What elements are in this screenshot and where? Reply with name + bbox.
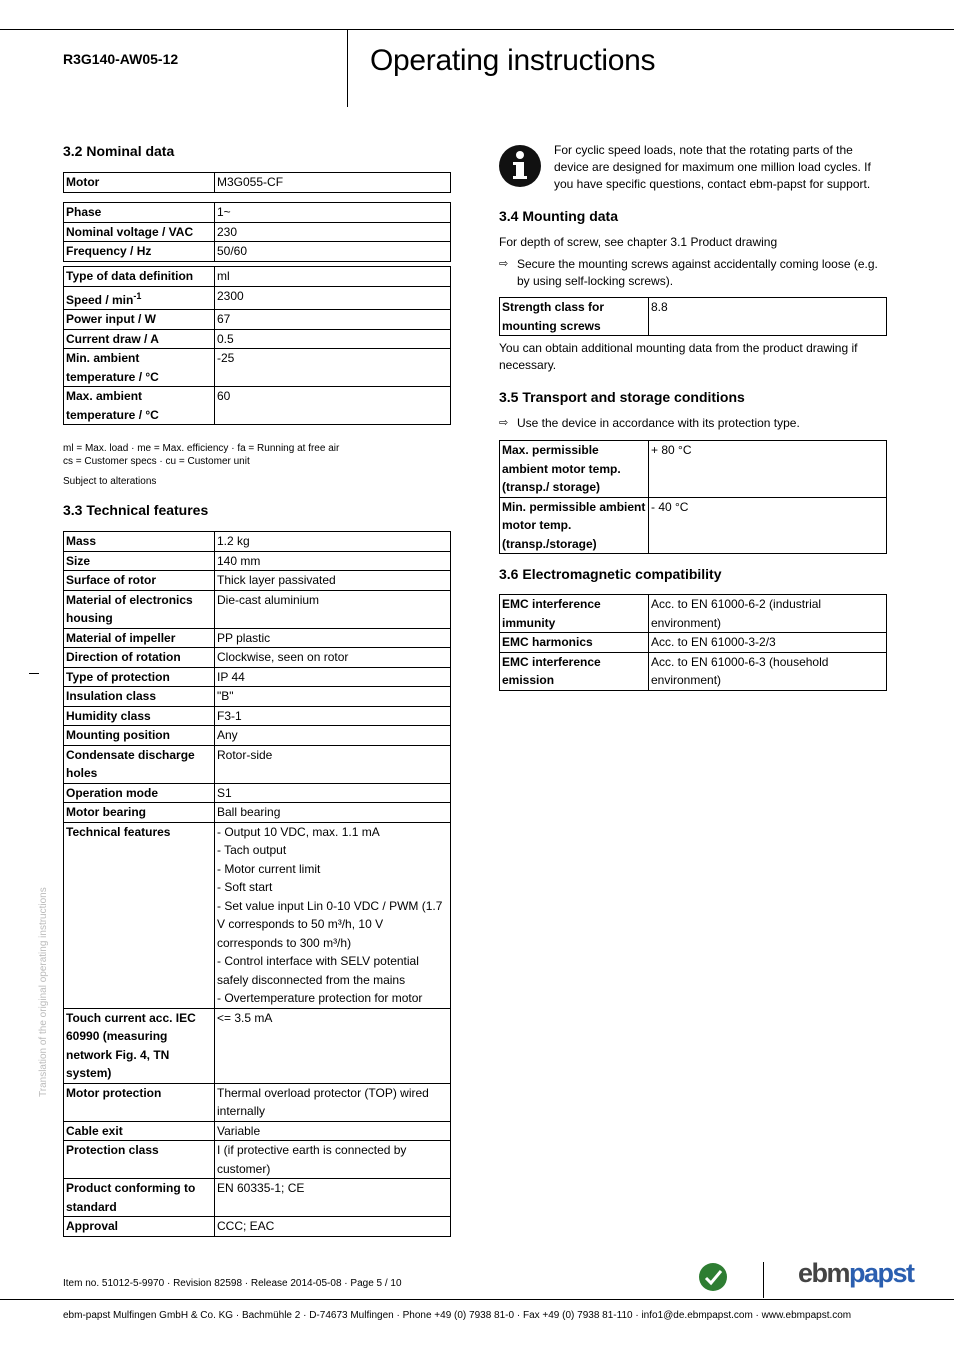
logo-divider: [763, 1262, 764, 1298]
row-label: [64, 648, 215, 668]
electrical-table: [63, 202, 451, 262]
row-value: - 40 °C: [649, 497, 887, 554]
table-row: [64, 203, 451, 223]
row-label-text: Type of protection: [66, 669, 170, 684]
row-label: [500, 595, 649, 633]
performance-table: [63, 266, 451, 425]
table-row: [64, 222, 451, 242]
section-heading-emc: 3.6 Electromagnetic compatibility: [499, 566, 722, 582]
row-value: M3G055-CF: [215, 173, 451, 193]
mounting-bullet: [499, 256, 887, 290]
row-label-text: Motor protection: [66, 1085, 162, 1100]
row-label-text: Surface of rotor: [66, 573, 157, 587]
transport-bullet-text: Use the device in accordance with its protection type.: [517, 416, 800, 430]
section-heading-nominal: 3.2 Nominal data: [63, 143, 175, 159]
row-value: ml: [215, 267, 451, 287]
mounting-after-text: You can obtain additional mounting data from the product drawing if necessary.: [499, 341, 858, 372]
transport-bullet: [499, 415, 887, 432]
row-label-text: Min. ambient temperature / °C: [66, 351, 159, 384]
row-label: [64, 329, 215, 349]
info-icon: [498, 144, 542, 188]
row-value: Clockwise, seen on rotor: [215, 648, 451, 668]
row-label: [64, 242, 215, 262]
row-label: [64, 203, 215, 223]
row-value: 8.8: [649, 298, 887, 336]
row-value: 140 mm: [215, 551, 451, 571]
table-row: [64, 783, 451, 803]
legend-note-1: ml = Max. load · me = Max. efficiency · fa = Running at free air: [63, 443, 340, 454]
row-value: 1.2 kg: [215, 532, 451, 552]
row-label-text: Touch current acc. IEC 60990 (measuring network Fig. 4, TN system): [66, 1010, 196, 1080]
document-title: Operating instructions: [370, 44, 656, 77]
table-row: [64, 706, 451, 726]
fold-mark: [29, 673, 39, 674]
motor-table: [63, 172, 451, 193]
transport-table: [499, 440, 887, 554]
row-label: [500, 652, 649, 690]
row-value: 0.5: [215, 329, 451, 349]
row-value: Die-cast aluminium: [215, 590, 451, 628]
row-value: Thermal overload protector (TOP) wired internally: [215, 1083, 451, 1121]
row-value: Ball bearing: [215, 803, 451, 823]
row-value: Acc. to EN 61000-6-2 (industrial environment): [649, 595, 887, 633]
alterations-note: Subject to alterations: [63, 476, 157, 487]
table-row: [64, 667, 451, 687]
arrow-icon: ⇨: [499, 417, 509, 429]
model-number: R3G140-AW05-12: [63, 51, 179, 67]
table-row: [64, 387, 451, 425]
row-label-text: Cable exit: [66, 1123, 123, 1138]
table-row: [500, 497, 887, 554]
row-label: [64, 706, 215, 726]
mounting-intro: For depth of screw, see chapter 3.1 Product drawing: [499, 235, 778, 249]
row-label: [500, 633, 649, 653]
table-row: [64, 1141, 451, 1179]
row-label: [64, 1217, 215, 1237]
row-label: [64, 590, 215, 628]
table-row: [500, 441, 887, 498]
table-row: [64, 310, 451, 330]
table-row: [64, 1217, 451, 1237]
row-value: <= 3.5 mA: [215, 1008, 451, 1083]
table-row: [500, 652, 887, 690]
row-value: EN 60335-1; CE: [215, 1179, 451, 1217]
table-row: [64, 745, 451, 783]
section-heading-transport: 3.5 Transport and storage conditions: [499, 389, 745, 405]
row-label: [64, 628, 215, 648]
row-value: Any: [215, 726, 451, 746]
table-row: [64, 726, 451, 746]
table-row: [64, 267, 451, 287]
table-row: [64, 1083, 451, 1121]
footer-address: ebm-papst Mulfingen GmbH & Co. KG · Bachmühle 2 · D-74673 Mulfingen · Phone +49 (0) 7938 81-0 · Fax +49 (0) 7938 81-110 · info1@de.ebmpapst.com · www.ebmpapst.com: [63, 1310, 852, 1321]
table-row: [64, 1179, 451, 1217]
mounting-table: [499, 297, 887, 336]
row-label-text: Material of electronics housing: [66, 592, 193, 625]
row-value: CCC; EAC: [215, 1217, 451, 1237]
row-label-text: Min. permissible ambient motor temp. (transp./storage): [502, 499, 646, 551]
arrow-icon: ⇨: [499, 258, 509, 270]
row-label-text: Mass: [66, 534, 97, 548]
table-row: [64, 822, 451, 1008]
row-label: [64, 571, 215, 591]
row-label: [64, 745, 215, 783]
table-row: [64, 687, 451, 707]
row-value: 1~: [215, 203, 451, 223]
row-value: 67: [215, 310, 451, 330]
logo-part-ebm: ebm: [798, 1258, 850, 1288]
row-label: [64, 551, 215, 571]
row-label-text: Mounting position: [66, 728, 170, 742]
table-row: [500, 633, 887, 653]
row-value: - Output 10 VDC, max. 1.1 mA - Tach output - Motor current limit - Soft start - Set value input Lin 0-10 VDC / PWM (1.7 V corresponds to 50 m³/h, 10 V corresponds to 300 m³/h) - Control interface with SELV potential safely disconnected from the mains - Overtemperature protection for motor: [215, 822, 451, 1008]
table-row: [500, 595, 887, 633]
row-label-text: Max. ambient temperature / °C: [66, 389, 159, 422]
row-label-text: Speed / min: [66, 292, 134, 307]
table-row: [64, 286, 451, 310]
row-value: "B": [215, 687, 451, 707]
row-value: Acc. to EN 61000-3-2/3: [649, 633, 887, 653]
row-value: 60: [215, 387, 451, 425]
row-label: [64, 349, 215, 387]
row-label: [64, 173, 215, 193]
row-label: [500, 497, 649, 554]
row-label-text: Operation mode: [66, 785, 159, 800]
table-row: [64, 571, 451, 591]
row-label-text: Protection class: [66, 1143, 159, 1157]
row-label-text: Motor bearing: [66, 805, 146, 819]
table-row: [64, 349, 451, 387]
row-label: [64, 803, 215, 823]
section-heading-mounting: 3.4 Mounting data: [499, 208, 618, 224]
table-row: [64, 551, 451, 571]
row-label-text: Technical features: [66, 824, 171, 839]
row-label: [64, 1141, 215, 1179]
row-label-text: Condensate discharge holes: [66, 747, 195, 780]
row-value: 2300: [215, 286, 451, 310]
unit-exponent: -1: [133, 290, 142, 301]
row-value: Thick layer passivated: [215, 571, 451, 591]
table-row: [500, 298, 887, 336]
row-label-text: Type of data definition: [66, 269, 194, 283]
row-label-text: Size: [66, 553, 91, 568]
row-label: [64, 286, 215, 310]
row-label-text: Humidity class: [66, 708, 151, 723]
row-label-text: Frequency / Hz: [66, 244, 152, 258]
table-row: [64, 1121, 451, 1141]
table-row: [64, 173, 451, 193]
row-label-text: Insulation class: [66, 689, 157, 703]
translation-note: Translation of the original operating instructions: [38, 887, 49, 1097]
row-label-text: EMC interference immunity: [502, 597, 601, 630]
row-label: [64, 267, 215, 287]
row-label: [500, 441, 649, 498]
row-label: [64, 1179, 215, 1217]
row-value: IP 44: [215, 667, 451, 687]
table-row: [64, 628, 451, 648]
row-value: 50/60: [215, 242, 451, 262]
row-label: [64, 310, 215, 330]
row-label-text: Product conforming to standard: [66, 1181, 196, 1214]
row-label: [64, 1121, 215, 1141]
row-label-text: Direction of rotation: [66, 650, 181, 664]
row-label: [64, 783, 215, 803]
row-value: Acc. to EN 61000-6-3 (household environment): [649, 652, 887, 690]
table-row: [64, 803, 451, 823]
row-label: [64, 532, 215, 552]
ebmpapst-logo: [798, 1258, 914, 1289]
row-value: F3-1: [215, 706, 451, 726]
row-label-text: EMC interference emission: [502, 654, 601, 687]
info-text: For cyclic speed loads, note that the rotating parts of the device are designed for maximum one million load cycles. If you have specific questions, contact ebm-papst for support.: [554, 143, 871, 191]
row-label: [64, 726, 215, 746]
row-value: PP plastic: [215, 628, 451, 648]
row-label: [64, 1083, 215, 1121]
row-label: [64, 222, 215, 242]
row-label: [64, 822, 215, 1008]
row-label-text: Nominal voltage / VAC: [66, 224, 194, 239]
row-label: [64, 1008, 215, 1083]
table-row: [64, 532, 451, 552]
row-value: I (if protective earth is connected by customer): [215, 1141, 451, 1179]
row-label-text: Material of impeller: [66, 630, 176, 645]
row-label-text: Current draw / A: [66, 331, 159, 346]
row-label-text: Motor: [66, 175, 100, 189]
row-label: [500, 298, 649, 336]
row-value: Rotor-side: [215, 745, 451, 783]
section-heading-technical: 3.3 Technical features: [63, 502, 209, 518]
row-value: Variable: [215, 1121, 451, 1141]
table-row: [64, 648, 451, 668]
row-value: S1: [215, 783, 451, 803]
header-divider: [347, 29, 348, 107]
row-label: [64, 387, 215, 425]
row-label-text: Power input / W: [66, 312, 156, 326]
mounting-bullet-text: Secure the mounting screws against accidentally coming loose (e.g. by using self-locking screws).: [517, 257, 878, 288]
row-value: -25: [215, 349, 451, 387]
green-tech-badge: [698, 1262, 728, 1292]
table-row: [64, 329, 451, 349]
header-rule: [0, 29, 954, 30]
row-label: [64, 667, 215, 687]
table-row: [64, 242, 451, 262]
row-label-text: Max. permissible ambient motor temp. (transp./ storage): [502, 443, 621, 494]
row-label-text: EMC harmonics: [502, 635, 593, 649]
logo-part-papst: papst: [849, 1258, 914, 1288]
row-label: [64, 687, 215, 707]
row-label-text: Approval: [66, 1219, 119, 1233]
row-value: 230: [215, 222, 451, 242]
legend-note-2: cs = Customer specs · cu = Customer unit: [63, 456, 250, 467]
row-label-text: Phase: [66, 205, 102, 219]
emc-table: [499, 594, 887, 691]
row-label-text: Strength class for mounting screws: [502, 300, 605, 333]
table-row: [64, 590, 451, 628]
footer-item-info: Item no. 51012-5-9970 · Revision 82598 · Release 2014-05-08 · Page 5 / 10: [63, 1278, 402, 1289]
table-row: [64, 1008, 451, 1083]
row-value: + 80 °C: [649, 441, 887, 498]
technical-table: [63, 531, 451, 1237]
footer-rule: [0, 1299, 954, 1300]
